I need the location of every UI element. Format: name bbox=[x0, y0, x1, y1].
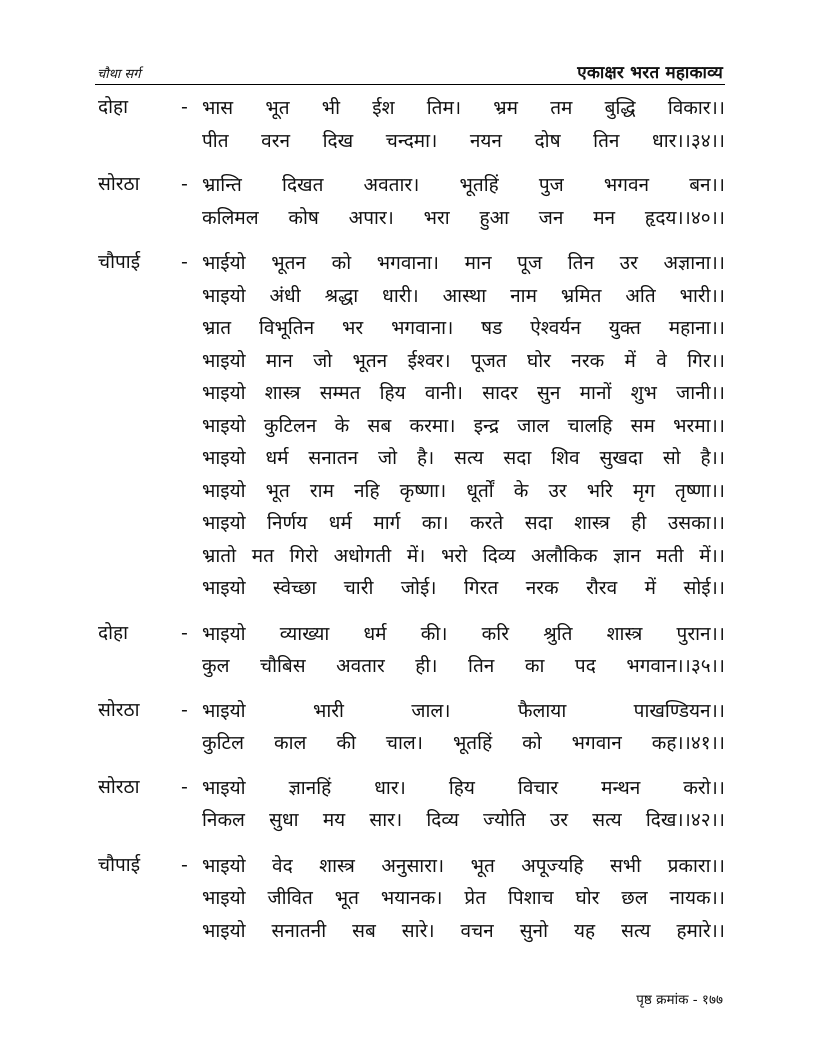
stanza bbox=[0, 247, 816, 605]
stanza-dash: - bbox=[181, 775, 188, 798]
verse-line: भ्रात विभूतिन भर भगवाना। षड ऐश्वर्यन युक्त महाना।। bbox=[202, 317, 725, 339]
verse-line: भाइयो शास्त्र सम्मत हिय वानी। सादर सुन मानों शुभ जानी।। bbox=[202, 382, 725, 404]
stanza-dash: - bbox=[181, 96, 188, 118]
verse-line: भाइयो वेद शास्त्र अनुसारा। भूत अपूज्यहि सभी प्रकारा।। bbox=[202, 854, 725, 877]
verse-line: भ्रान्ति दिखत अवतार। भूतहिं पुज भगवन बन।। bbox=[202, 174, 725, 196]
book-title: एकाक्षर भरत महाकाव्य bbox=[577, 63, 723, 83]
verse-line: भाइयो भारी जाल। फैलाया पाखण्डियन।। bbox=[202, 699, 725, 722]
stanza bbox=[0, 618, 816, 683]
stanza-label: चौपाई bbox=[98, 853, 141, 876]
verse-line: भास भूत भी ईश तिम। भ्रम तम बुद्धि विकार।। bbox=[202, 97, 725, 119]
verse-line: भाइयो मान जो भूतन ईश्वर। पूजत घोर नरक में वे गिर।। bbox=[202, 349, 725, 372]
verse-line: कलिमल कोष अपार। भरा हुआ जन मन हृदय।।४०।। bbox=[202, 206, 725, 229]
stanza-label: सोरठा bbox=[98, 173, 140, 195]
stanza bbox=[0, 850, 816, 948]
page-number: पृष्ठ क्रमांक - १७७ bbox=[636, 992, 723, 1008]
verse-line: भाइयो जीवित भूत भयानक। प्रेत पिशाच घोर छल नायक।। bbox=[202, 887, 725, 909]
verse-line: भाइयो स्वेच्छा चारी जोई। गिरत नरक रौरव में सोई।। bbox=[202, 577, 725, 599]
verse-line: भाइयो भूत राम नहि कृष्णा। धूर्तों के उर भरि मृग तृष्णा।। bbox=[202, 479, 725, 502]
verse-line: भाइयो अंधी श्रद्धा धारी। आस्था नाम भ्रमित अति भारी।। bbox=[202, 284, 725, 307]
stanza-label: दोहा bbox=[98, 621, 129, 644]
verse-line: भाइयो व्याख्या धर्म की। करि श्रुति शास्त्र पुरान।। bbox=[202, 622, 725, 645]
stanza-label: दोहा bbox=[98, 96, 129, 118]
stanza-dash: - bbox=[181, 853, 188, 876]
verse-line: भाइयो निर्णय धर्म मार्ग का। करते सदा शास्त्र ही उसका।। bbox=[202, 512, 725, 534]
stanza bbox=[0, 169, 816, 234]
verse-line: भ्रातो मत गिरो अधोगती में। भरो दिव्य अलौकिक ज्ञान मती में।। bbox=[202, 544, 725, 567]
verse-line: पीत वरन दिख चन्दमा। नयन दोष तिन धार।।३४।। bbox=[202, 129, 725, 152]
stanza-dash: - bbox=[181, 173, 188, 195]
stanza-dash: - bbox=[181, 698, 188, 721]
stanza-dash: - bbox=[181, 621, 188, 644]
page-header bbox=[0, 0, 816, 90]
verse-line: कुल चौबिस अवतार ही। तिन का पद भगवान।।३५।। bbox=[202, 655, 725, 677]
chapter-title: चौथा सर्ग bbox=[97, 67, 141, 82]
header-rule bbox=[95, 84, 725, 85]
stanza-label: सोरठा bbox=[98, 775, 140, 798]
verse-line: भाईयो भूतन को भगवाना। मान पूज तिन उर अज्ञाना।। bbox=[202, 252, 725, 274]
stanza-dash: - bbox=[181, 251, 188, 273]
verse-line: निकल सुधा मय सार। दिव्य ज्योति उर सत्य दिख।।४२।। bbox=[202, 809, 725, 831]
verse-line: भाइयो कुटिलन के सब करमा। इन्द्र जाल चालहि सम भरमा।। bbox=[202, 414, 725, 437]
verse-line: भाइयो सनातनी सब सारे। वचन सुनो यह सत्य हमारे।। bbox=[202, 919, 725, 942]
verse-line: भाइयो धर्म सनातन जो है। सत्य सदा शिव सुखदा सो है।। bbox=[202, 447, 725, 469]
stanza bbox=[0, 695, 816, 760]
verse-line: कुटिल काल की चाल। भूतहिं को भगवान कह।।४१।। bbox=[202, 732, 725, 754]
stanza bbox=[0, 92, 816, 157]
stanza bbox=[0, 772, 816, 837]
stanza-label: सोरठा bbox=[98, 698, 140, 721]
stanza-label: चौपाई bbox=[98, 251, 141, 273]
verse-line: भाइयो ज्ञानहिं धार। हिय विचार मन्थन करो।। bbox=[202, 776, 725, 799]
verse-content bbox=[0, 92, 816, 942]
